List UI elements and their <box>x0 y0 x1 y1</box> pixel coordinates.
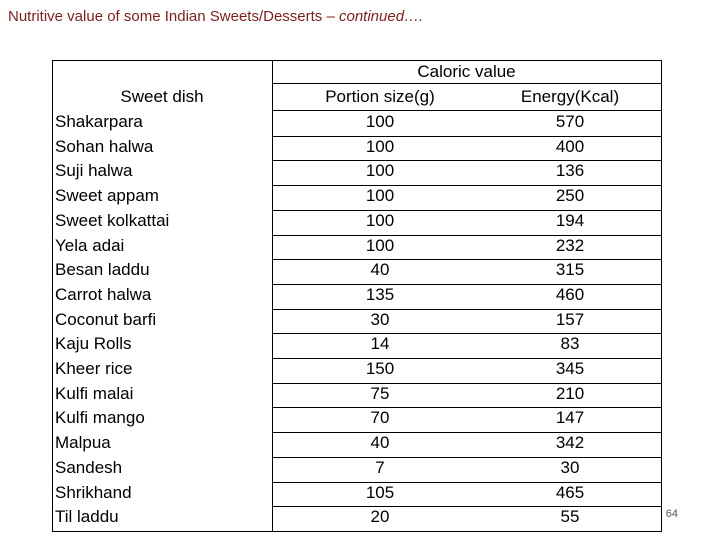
table-row-dish: Sandesh <box>55 457 123 477</box>
row-divider <box>272 407 661 408</box>
table-row-portion: 100 <box>365 210 395 230</box>
table-row-energy: 570 <box>555 112 585 131</box>
table-row-portion: 100 <box>365 235 395 255</box>
table-row-energy: 345 <box>555 359 585 378</box>
row-divider <box>272 160 661 161</box>
row-divider <box>272 110 661 111</box>
row-divider <box>272 358 661 359</box>
row-divider <box>272 309 661 310</box>
page-title <box>8 8 423 25</box>
title-italic-text: continued…. <box>338 8 424 25</box>
table-row-portion: 75 <box>370 383 390 403</box>
row-divider <box>272 506 661 507</box>
row-divider <box>272 210 661 211</box>
table-row-energy: 232 <box>555 235 585 255</box>
table-row-energy: 400 <box>555 136 585 156</box>
table-row-energy: 210 <box>555 383 585 403</box>
table-row-energy: 30 <box>560 457 580 477</box>
table-row-dish: Yela adai <box>55 235 125 255</box>
table-row-dish: Shakarpara <box>55 112 143 131</box>
row-divider <box>272 333 661 334</box>
table-row-dish: Til laddu <box>55 507 119 527</box>
row-divider <box>272 284 661 285</box>
table-row-energy: 83 <box>560 334 580 354</box>
header-energy: Energy(Kcal) <box>520 87 620 106</box>
table-row-portion: 7 <box>375 457 385 477</box>
table-row-portion: 150 <box>365 359 395 378</box>
table-row-dish: Carrot halwa <box>55 284 152 304</box>
table-row-dish: Sweet appam <box>55 186 159 206</box>
table-row-portion: 70 <box>370 408 390 428</box>
table-row-portion: 30 <box>370 309 390 329</box>
table-row-dish: Kulfi malai <box>55 383 134 403</box>
table-row-energy: 194 <box>555 210 585 230</box>
row-divider <box>272 235 661 236</box>
table-row-energy: 342 <box>555 433 585 453</box>
table-row-energy: 55 <box>560 507 580 527</box>
row-divider <box>272 432 661 433</box>
row-divider <box>272 185 661 186</box>
row-divider <box>272 482 661 483</box>
header-portion-size: Portion size(g) <box>325 87 435 106</box>
header-caloric-value: Caloric value <box>417 62 516 81</box>
page-number: 64 <box>665 508 678 520</box>
row-divider <box>272 259 661 260</box>
table-row-portion: 105 <box>365 482 395 502</box>
table-row-portion: 40 <box>370 433 390 453</box>
row-divider <box>272 83 661 84</box>
table-row-energy: 465 <box>555 482 585 502</box>
table-row-portion: 100 <box>365 186 395 206</box>
table-row-portion: 100 <box>365 161 395 181</box>
table-row-dish: Kulfi mango <box>55 408 145 428</box>
table-row-dish: Besan laddu <box>55 260 150 280</box>
title-text: Nutritive value of some Indian Sweets/Desserts – <box>8 8 339 25</box>
row-divider <box>272 383 661 384</box>
table-row-dish: Sohan halwa <box>55 136 154 156</box>
table-row-dish: Malpua <box>55 433 111 453</box>
table-row-energy: 136 <box>555 161 585 181</box>
table-row-dish: Suji halwa <box>55 161 133 181</box>
table-row-dish: Sweet kolkattai <box>55 210 170 230</box>
row-divider <box>272 457 661 458</box>
table-row-portion: 135 <box>365 284 395 304</box>
table-row-energy: 157 <box>555 309 585 329</box>
table-row-energy: 250 <box>555 186 585 206</box>
table-row-portion: 100 <box>365 136 395 156</box>
table-row-portion: 14 <box>370 334 390 354</box>
table-row-dish: Coconut barfi <box>55 309 157 329</box>
table-row-portion: 20 <box>370 507 390 527</box>
table-row-energy: 315 <box>555 260 585 280</box>
table-row-portion: 100 <box>365 112 395 131</box>
table-row-energy: 460 <box>555 284 585 304</box>
table-row-energy: 147 <box>555 408 585 428</box>
table-row-dish: Shrikhand <box>55 482 132 502</box>
table-row-portion: 40 <box>370 260 390 280</box>
row-divider <box>272 136 661 137</box>
column-divider <box>272 60 273 532</box>
table-row-dish: Kheer rice <box>55 359 133 378</box>
table-row-dish: Kaju Rolls <box>55 334 132 354</box>
header-sweet-dish: Sweet dish <box>120 87 204 106</box>
